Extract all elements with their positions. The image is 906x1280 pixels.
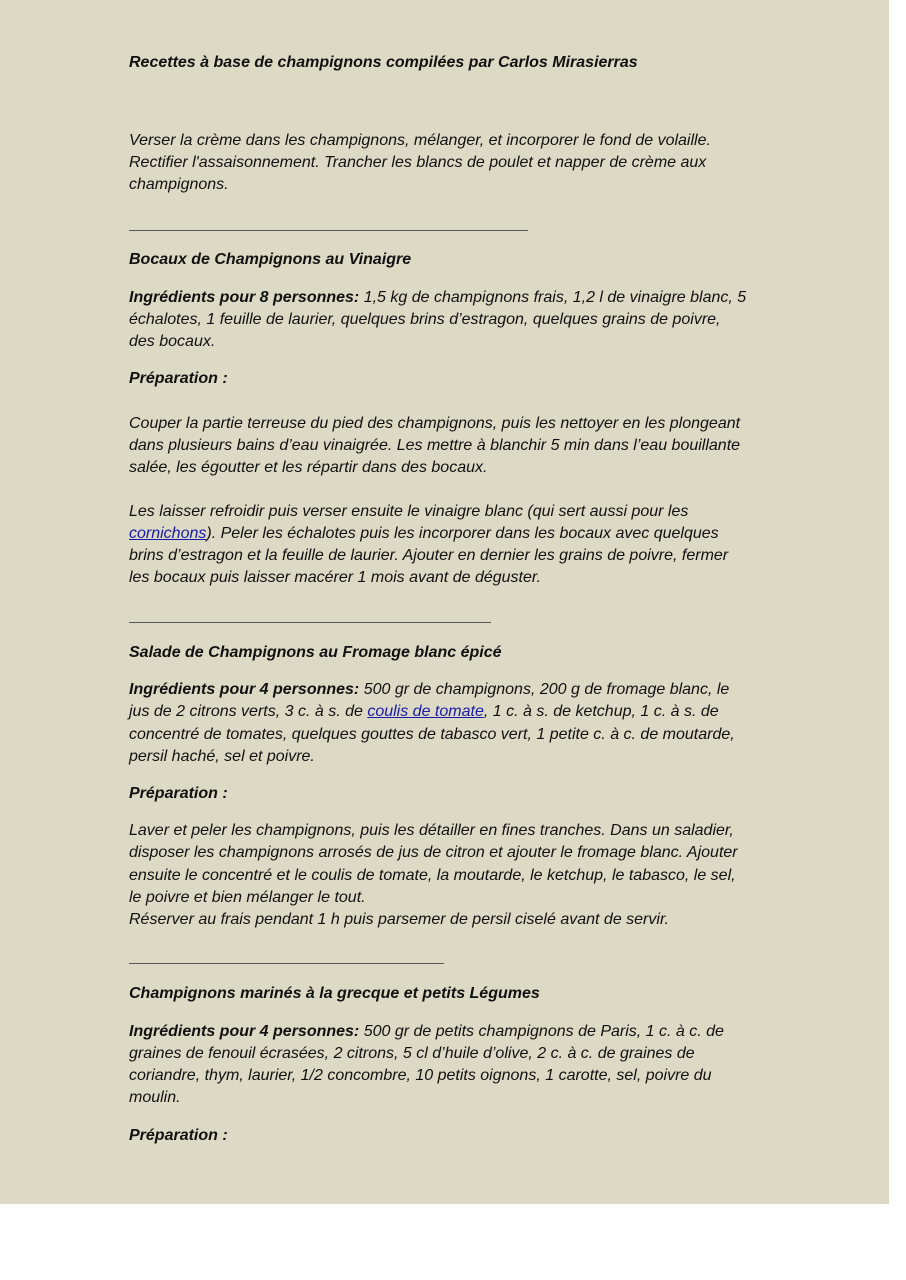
text-line: dans plusieurs bains d’eau vinaigrée. Les mettre à blanchir 5 min dans l’eau bouillante bbox=[129, 437, 741, 454]
text-line: les bocaux puis laisser macérer 1 mois avant de déguster. bbox=[129, 569, 542, 586]
section-divider bbox=[129, 622, 491, 623]
text-line: concentré de tomates, quelques gouttes de tabasco vert, 1 petite c. à c. de moutarde, bbox=[129, 726, 735, 743]
preparation-label: Préparation : bbox=[129, 1127, 228, 1144]
document-header: Recettes à base de champignons compilées par Carlos Mirasierras bbox=[129, 54, 638, 71]
text-line: Rectifier l'assaisonnement. Trancher les blancs de poulet et napper de crème aux bbox=[129, 154, 707, 171]
preparation-label: Préparation : bbox=[129, 370, 228, 387]
text-line bbox=[129, 523, 779, 545]
recipe-title: Bocaux de Champignons au Vinaigre bbox=[129, 251, 412, 268]
text-line: échalotes, 1 feuille de laurier, quelques brins d’estragon, quelques grains de poivre, bbox=[129, 311, 721, 328]
text-line: disposer les champignons arrosés de jus de citron et ajouter le fromage blanc. Ajouter bbox=[129, 844, 738, 861]
ingredients-text: 500 gr de petits champignons de Paris, 1 c. à c. de bbox=[359, 1023, 724, 1040]
text-line: salée, les égoutter et les répartir dans des bocaux. bbox=[129, 459, 488, 476]
ingredients-line bbox=[129, 679, 779, 701]
text-span: , 1 c. à s. de ketchup, 1 c. à s. de bbox=[483, 703, 719, 720]
ingredients-label: Ingrédients pour 4 personnes: bbox=[129, 1023, 360, 1040]
ingredients-label: Ingrédients pour 4 personnes: bbox=[129, 681, 360, 698]
recipe-title: Champignons marinés à la grecque et petits Légumes bbox=[129, 985, 540, 1002]
text-line: Réserver au frais pendant 1 h puis parsemer de persil ciselé avant de servir. bbox=[129, 911, 670, 928]
text-line: moulin. bbox=[129, 1089, 181, 1106]
text-line: des bocaux. bbox=[129, 333, 216, 350]
ingredients-text: 500 gr de champignons, 200 g de fromage blanc, le bbox=[359, 681, 730, 698]
text-line: ensuite le concentré et le coulis de tomate, la moutarde, le ketchup, le tabasco, le sel, bbox=[129, 867, 736, 884]
ingredients-label: Ingrédients pour 8 personnes: bbox=[129, 289, 360, 306]
text-line: Laver et peler les champignons, puis les détailler en fines tranches. Dans un saladier, bbox=[129, 822, 734, 839]
text-line: le poivre et bien mélanger le tout. bbox=[129, 889, 366, 906]
text-line: Verser la crème dans les champignons, mélanger, et incorporer le fond de volaille. bbox=[129, 132, 711, 149]
text-line: brins d’estragon et la feuille de laurier. Ajouter en dernier les grains de poivre, fermer bbox=[129, 547, 729, 564]
cornichons-link[interactable]: cornichons bbox=[129, 525, 207, 542]
text-line: champignons. bbox=[129, 176, 229, 193]
ingredients-line bbox=[129, 1021, 779, 1043]
text-line: coriandre, thym, laurier, 1/2 concombre, 10 petits oignons, 1 carotte, sel, poivre du bbox=[129, 1067, 712, 1084]
text-line: persil haché, sel et poivre. bbox=[129, 748, 315, 765]
text-line bbox=[129, 701, 779, 723]
text-line: graines de fenouil écrasées, 2 citrons, 5 cl d’huile d’olive, 2 c. à c. de graines de bbox=[129, 1045, 695, 1062]
text-line: Couper la partie terreuse du pied des champignons, puis les nettoyer en les plongeant bbox=[129, 415, 741, 432]
text-line: Les laisser refroidir puis verser ensuite le vinaigre blanc (qui sert aussi pour les bbox=[129, 503, 689, 520]
ingredients-line bbox=[129, 287, 779, 309]
text-span: ). Peler les échalotes puis les incorporer dans les bocaux avec quelques bbox=[206, 525, 719, 542]
section-divider bbox=[129, 230, 528, 231]
preparation-label: Préparation : bbox=[129, 785, 228, 802]
recipe-title: Salade de Champignons au Fromage blanc épicé bbox=[129, 644, 502, 661]
text-span: jus de 2 citrons verts, 3 c. à s. de bbox=[129, 703, 368, 720]
ingredients-text: 1,5 kg de champignons frais, 1,2 l de vinaigre blanc, 5 bbox=[359, 289, 747, 306]
section-divider bbox=[129, 963, 444, 964]
coulis-de-tomate-link[interactable]: coulis de tomate bbox=[367, 703, 484, 720]
